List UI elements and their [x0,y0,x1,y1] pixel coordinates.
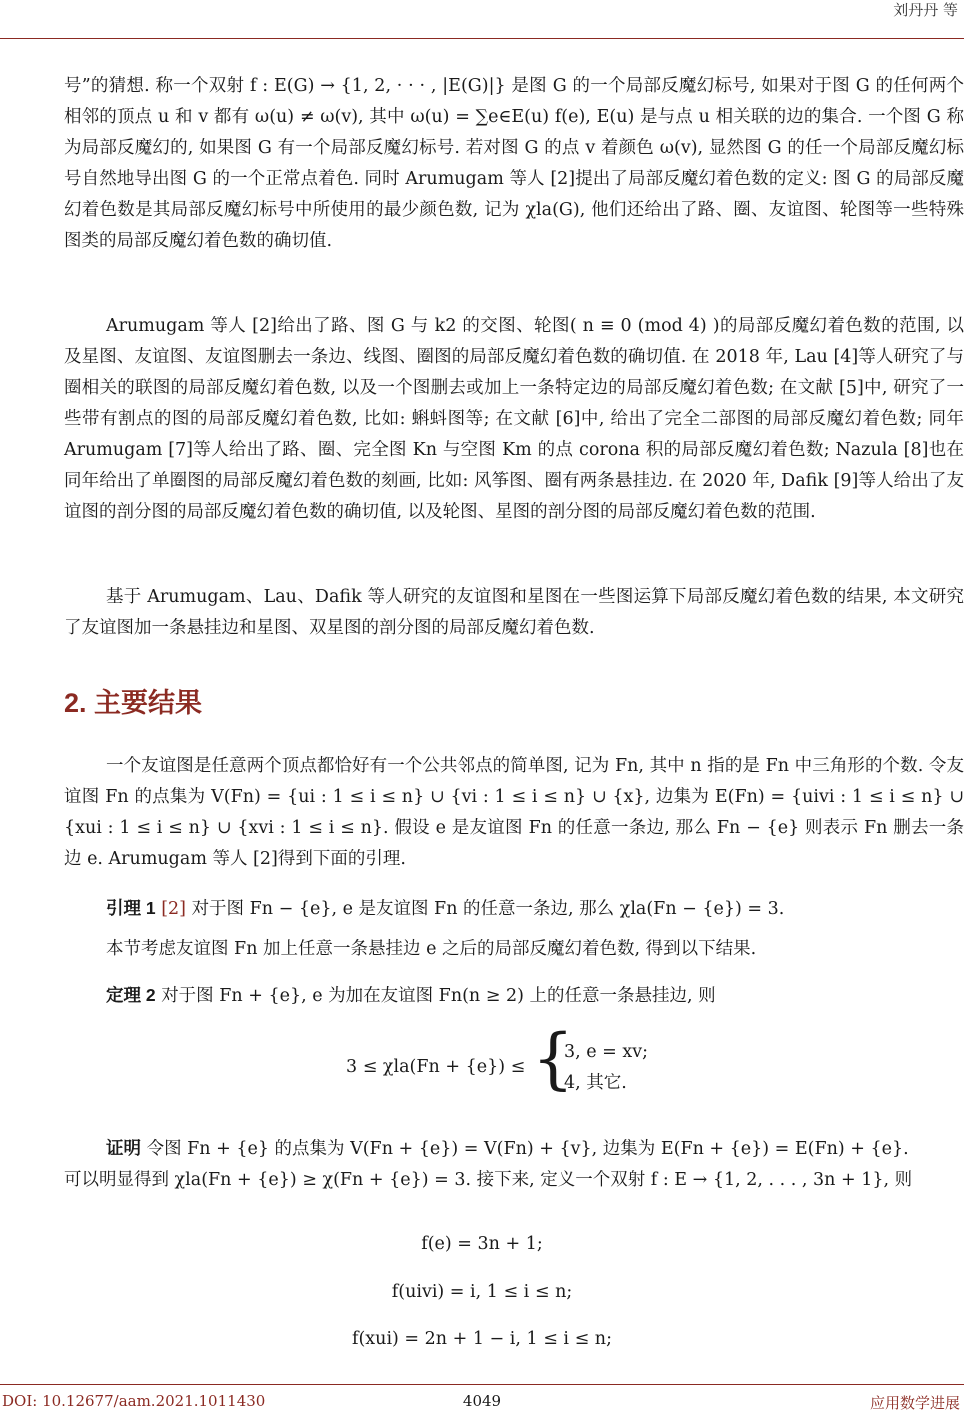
footer-divider [0,1384,964,1385]
lemma-text: 对于图 Fn − {e}, e 是友谊图 Fn 的任意一条边, 那么 χla(Fn − {e}) = 3. [191,899,785,919]
footer-doi[interactable]: DOI: 10.12677/aam.2021.1011430 [2,1392,266,1410]
case-1: 3, e = xv; [564,1042,649,1062]
equation-2: f(uivi) = i, 1 ≤ i ≤ n; [391,1282,573,1302]
paragraph-1 [64,71,964,257]
paragraph-4 [64,751,964,875]
paragraph-5-text: 本节考虑友谊图 Fn 加上任意一条悬挂边 e 之后的局部反魔幻着色数, 得到以下结果. [106,939,757,959]
paragraph-2 [64,311,964,528]
proof-label: 证明 [106,1138,141,1158]
footer-page-number: 4049 [462,1392,502,1410]
lemma-label: 引理 1 [106,898,156,918]
section-title: 2. 主要结果 [64,688,203,718]
proof-text: 令图 Fn + {e} 的点集为 V(Fn + {e}) = V(Fn) + {v}, 边集为 E(Fn + {e}) = E(Fn) + {e}. [146,1139,909,1159]
paragraph-2-text: Arumugam 等人 [2]给出了路、图 G 与 k2 的交图、轮图( n ≡ 0 (mod 4) )的局部反魔幻着色数的范围, 以及星图、友谊图、友谊图删去一条边、线图、圈图的局部反魔幻着色数的确切值. 在 2018 年, Lau [4]等人研究了与圈相关的联图的局部反魔幻着色数, 以及一个图删去或加上一条特定边的局部反魔幻着色数; 在文献 [5]中, 研究了一些带有割点的图的局部反魔幻着色数, 比如: 蝌蚪图等; 在文献 [6]中, 给出了完全二部图的局部反魔幻着色数; 同年 Arumugam [7]等人给出了路、圈、完全图 Kn 与空图 Km 的点 corona 积的局部反魔幻着色数; Nazula [8]也在同年给出了单圈图的局部反魔幻着色数的刻画, 比如: 风筝图、圈有两条悬挂边. 在 2020 年, Dafik [9]等人给出了友谊图的剖分图的局部反魔幻着色数的确切值, 以及轮图、星图的剖分图的局部反魔幻着色数的范围. [64,316,964,522]
left-brace-icon: { [532,1020,574,1097]
lemma-1 [64,893,964,925]
equation-1: f(e) = 3n + 1; [421,1234,543,1254]
proof [64,1133,964,1196]
paragraph-3 [64,582,964,644]
paragraph-1-text: 号”的猜想. 称一个双射 f : E(G) → {1, 2, · · · , |E(G)|} 是图 G 的一个局部反魔幻标号, 如果对于图 G 的任何两个相邻的顶点 u 和 v 都有 ω(u) ≠ ω(v), 其中 ω(u) = ∑e∈E(u) f(e), E(u) 是与点 u 相关联的边的集合. 一个图 G 称为局部反魔幻的, 如果图 G 有一个局部反魔幻标号. 若对图 G 的点 v 着颜色 ω(v), 显然图 G 的任一个局部反魔幻标号自然地导出图 G 的一个正常点着色. 同时 Arumugam 等人 [2]提出了局部反魔幻着色数的定义: 图 G 的局部反魔幻着色数是其局部反魔幻标号中所使用的最少颜色数, 记为 χla(G), 他们还给出了路、圈、友谊图、轮图等一些特殊图类的局部反魔幻着色数的确切值. [64,76,964,251]
paragraph-5 [64,934,964,965]
inequality-lhs: 3 ≤ χla(Fn + {e}) ≤ [346,1057,526,1077]
theorem-label: 定理 2 [106,985,156,1005]
header-divider [0,38,964,39]
theorem-2 [64,980,964,1012]
paragraph-3-text: 基于 Arumugam、Lau、Dafik 等人研究的友谊图和星图在一些图运算下局部反魔幻着色数的结果, 本文研究了友谊图加一条悬挂边和星图、双星图的剖分图的局部反魔幻着色数. [64,587,964,638]
case-2: 4, 其它. [564,1073,627,1093]
lemma-citation[interactable]: [2] [161,899,186,919]
paragraph-4-text: 一个友谊图是任意两个顶点都恰好有一个公共邻点的简单图, 记为 Fn, 其中 n 指的是 Fn 中三角形的个数. 令友谊图 Fn 的点集为 V(Fn) = {ui : 1 ≤ i ≤ n} ∪ {vi : 1 ≤ i ≤ n} ∪ {x}, 边集为 E(Fn) = {uivi : 1 ≤ i ≤ n} ∪ {xui : 1 ≤ i ≤ n} ∪ {xvi : 1 ≤ i ≤ n}. 假设 e 是友谊图 Fn 的任意一条边, 那么 Fn − {e} 则表示 Fn 删去一条边 e. Arumugam 等人 [2]得到下面的引理. [64,756,964,869]
header-author: 刘丹丹 等 [893,1,958,19]
theorem-text: 对于图 Fn + {e}, e 为加在友谊图 Fn(n ≥ 2) 上的任意一条悬挂边, 则 [161,986,716,1006]
proof-continuation: 可以明显得到 χla(Fn + {e}) ≥ χ(Fn + {e}) = 3. 接下来, 定义一个双射 f : E → {1, 2, . . . , 3n + 1}, 则 [64,1170,913,1190]
footer-journal: 应用数学进展 [869,1394,960,1412]
equation-3: f(xui) = 2n + 1 − i, 1 ≤ i ≤ n; [352,1329,612,1349]
